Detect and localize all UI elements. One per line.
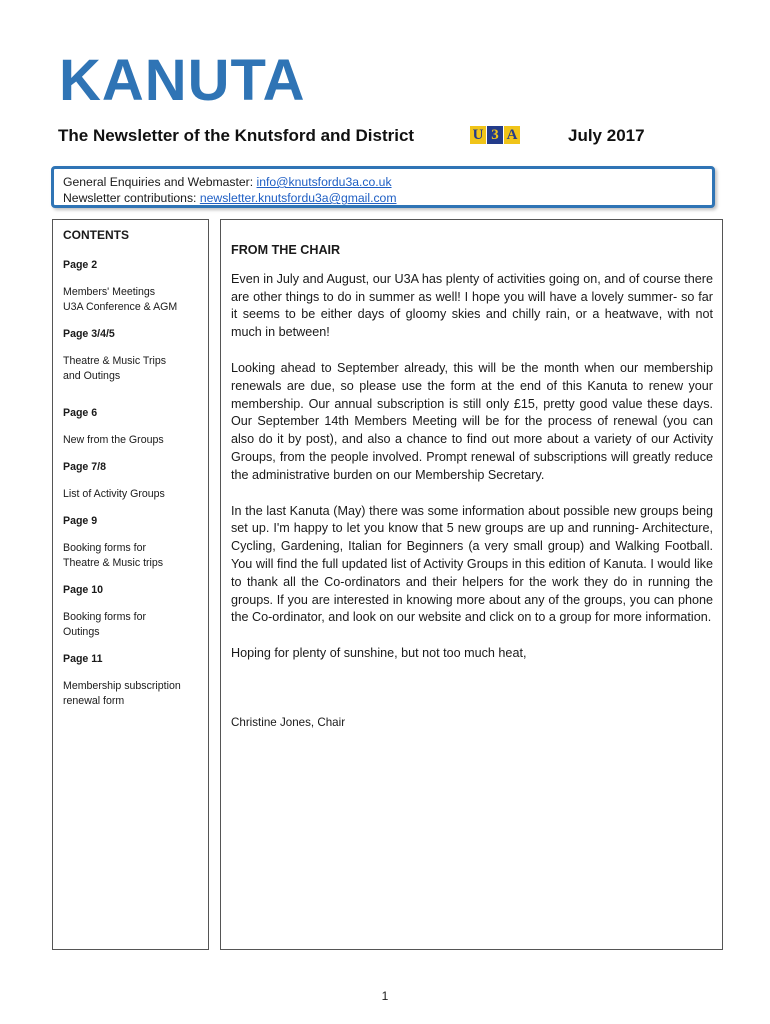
contents-item-line: U3A Conference & AGM (63, 301, 178, 313)
contents-page-label: Page 11 (63, 653, 103, 665)
enquiries-row (63, 174, 712, 190)
chair-article (220, 219, 723, 950)
contents-page-label: Page 2 (63, 259, 98, 271)
page-number: 1 (381, 989, 389, 1003)
contents-item (63, 433, 208, 448)
contents-item-line: and Outings (63, 370, 121, 382)
article-closing: Hoping for plenty of sunshine, but not too much heat, (231, 646, 527, 661)
contents-item (63, 285, 208, 315)
u3a-logo-letter-u: U (470, 126, 486, 144)
contents-item (63, 487, 208, 502)
article-paragraph: Looking ahead to September already, this will be the month when our membership renewals are due, so please use the form at the end of this Kanuta to renew your membership. Our annual subscription is still only £15, pretty good value these days. Our September 14th Members Meeting will be for the process of renewal (you can also do it by post), and also a chance to find out more about a variety of our Activity Groups, from the people involved. Prompt renewal of subscriptions will greatly reduce the administrative burden on our Membership Secretary. (231, 360, 713, 482)
contents-page-label: Page 10 (63, 584, 104, 596)
contents-page-label: Page 9 (63, 515, 98, 527)
article-paragraph: In the last Kanuta (May) there was some information about possible new groups being set up. I'm happy to let you know that 5 new groups are up and running- Architecture, Cycling, Gardening, Italian for Beginners (a very small group) and Walking Football. You will find the full updated list of Activity Groups in this edition of Kanuta. I would like to thank all the Co-ordinators and their helpers for the work they do in running the groups. If you are interested in knowing more about any of the groups, you can phone the Co-ordinator, and look on our website and click on to a group for more information. (231, 503, 713, 625)
contents-page-label: Page 3/4/5 (63, 328, 115, 340)
issue-date: July 2017 (568, 126, 645, 145)
contents-sidebar (52, 219, 209, 950)
enquiries-email-link[interactable]: info@knutsfordu3a.co.uk (256, 175, 392, 189)
contents-page-label: Page 7/8 (63, 461, 106, 473)
contents-item (63, 610, 208, 640)
contents-item-line: Theatre & Music trips (63, 557, 164, 569)
contents-item-line: Membership subscription (63, 680, 181, 692)
contents-heading: CONTENTS (63, 228, 129, 242)
contents-item-line: Members' Meetings (63, 286, 156, 298)
article-heading: FROM THE CHAIR (231, 243, 341, 257)
contents-item-line: Outings (63, 626, 100, 638)
contents-item-line: List of Activity Groups (63, 488, 165, 500)
contact-box (51, 166, 715, 208)
u3a-logo (470, 126, 520, 144)
enquiries-label: General Enquiries and Webmaster: (63, 175, 254, 189)
contributions-label: Newsletter contributions: (63, 191, 197, 205)
article-signoff: Christine Jones, Chair (231, 715, 346, 729)
u3a-logo-letter-3: 3 (487, 126, 503, 144)
u3a-logo-letter-a: A (504, 126, 520, 144)
contents-item (63, 354, 208, 384)
contents-item-line: Booking forms for (63, 611, 147, 623)
newsletter-masthead-title: KANUTA (59, 48, 306, 113)
contents-item-line: New from the Groups (63, 434, 164, 446)
article-paragraph: Even in July and August, our U3A has plenty of activities going on, and of course there are other things to do in summer as well! I hope you will have a lovely summer- so far it seems to be either days of gloomy skies and chilly rain, or a heatwave, with not much in between! (231, 271, 713, 340)
contents-item (63, 541, 208, 571)
contributions-row (63, 190, 712, 206)
newsletter-subtitle: The Newsletter of the Knutsford and District (58, 126, 415, 145)
contents-item (63, 679, 208, 709)
contents-item-line: Theatre & Music Trips (63, 355, 167, 367)
contributions-email-link[interactable]: newsletter.knutsfordu3a@gmail.com (199, 191, 397, 205)
contents-page-label: Page 6 (63, 407, 98, 419)
contents-item-line: Booking forms for (63, 542, 147, 554)
contents-item-line: renewal form (63, 695, 125, 707)
